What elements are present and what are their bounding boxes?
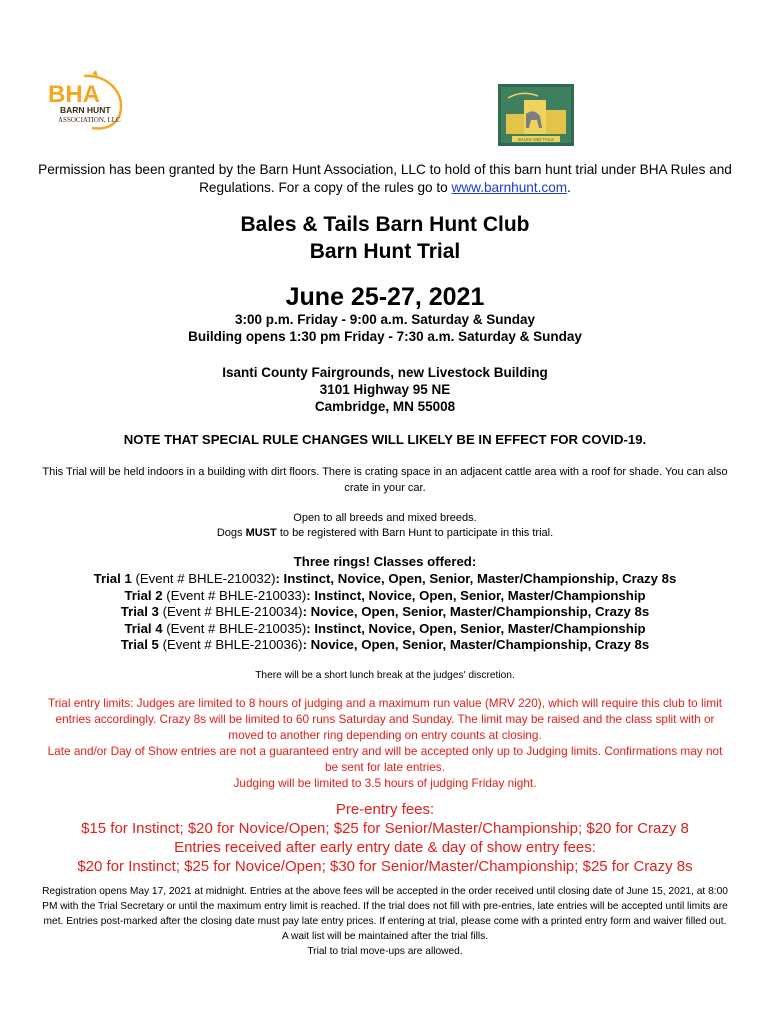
venue-city: Cambridge, MN 55008 (314, 399, 456, 414)
late-entry-heading: Entries received after early entry date & day of show entry fees: (174, 839, 596, 856)
facility-text: This Trial will be held indoors in a building with dirt floors. There is crating space in an adjacent cattle area with a roof for shade. You can also crate in your car. (42, 466, 728, 494)
trial-event: (Event # BHLE-210033) (166, 587, 307, 603)
bha-logo-sub1: BARN HUNT (60, 105, 111, 115)
trial-classes: : Novice, Open, Senior, Master/Championship, Crazy 8s (302, 637, 650, 652)
trial-event: (Event # BHLE-210036) (162, 637, 303, 652)
late-entry-fees: $20 for Instinct; $25 for Novice/Open; $30 for Senior/Master/Championship; $25 for Crazy 8s (77, 858, 693, 875)
pre-entry-fees: $15 for Instinct; $20 for Novice/Open; $25 for Senior/Master/Championship; $20 for Crazy 8 (81, 820, 689, 837)
eligibility-line1: Open to all breeds and mixed breeds. (293, 512, 477, 524)
trial-row (30, 588, 740, 605)
barnhunt-link[interactable]: www.barnhunt.com (451, 180, 568, 195)
club-logo-caption: BALES AND TAILS (518, 137, 554, 142)
bha-logo-letters: BHA (48, 81, 100, 108)
eligibility-must: MUST (245, 527, 277, 539)
permission-text (30, 161, 740, 197)
venue-street: 3101 Highway 95 NE (319, 382, 451, 397)
permission-body: Permission has been granted by the Barn Hunt Association, LLC to hold of this barn hunt trial under BHA Rules and Regulations. For a copy of the rules go to (38, 162, 732, 195)
eligibility-pre: Dogs (216, 527, 246, 539)
permission-end: . (567, 180, 571, 195)
trial-row (30, 621, 740, 638)
entry-limits (45, 695, 725, 791)
trial-name: Trial 1 (93, 571, 132, 586)
trial-row (30, 604, 740, 621)
pre-entry-heading: Pre-entry fees: (335, 801, 435, 818)
trial-row (30, 571, 740, 588)
event-title: Barn Hunt Trial (309, 240, 461, 263)
covid-note: NOTE THAT SPECIAL RULE CHANGES WILL LIKELY BE IN EFFECT FOR COVID-19. (123, 432, 647, 447)
club-title: Bales & Tails Barn Hunt Club (240, 213, 530, 236)
limits-line2: Late and/or Day of Show entries are not a guaranteed entry and will be accepted only up to Judging limits. Confirmations may not be sent for late entries. (47, 744, 723, 774)
trial-classes: : Instinct, Novice, Open, Senior, Master/Championship (306, 620, 646, 636)
club-logo-graphic (498, 84, 574, 146)
trial-event: (Event # BHLE-210034) (162, 604, 303, 619)
trial-name: Trial 2 (124, 587, 163, 603)
trial-event: (Event # BHLE-210035) (166, 620, 307, 636)
limits-line1: Trial entry limits: Judges are limited to 8 hours of judging and a maximum run value (MRV 220), which will require this club to limit entries accordingly. Crazy 8s will be limited to 60 runs Saturday and Sunday. The limit may be raised and the class split with or moved to another ring depending on entry counts at closing. (47, 696, 722, 742)
trial-classes: : Novice, Open, Senior, Master/Championship, Crazy 8s (302, 604, 650, 619)
eligibility-post: to be registered with Barn Hunt to participate in this trial. (276, 527, 554, 539)
bha-logo (44, 70, 128, 132)
times-line2: Building opens 1:30 pm Friday - 7:30 a.m. Saturday & Sunday (188, 329, 582, 344)
venue-name: Isanti County Fairgrounds, new Livestock Building (222, 365, 548, 380)
eligibility-line2 (30, 525, 740, 541)
club-logo (498, 84, 574, 146)
registration-body: Registration opens May 17, 2021 at midnight. Entries at the above fees will be accepted in the order received until closing date of June 15, 2021, at 8:00 PM with the Trial Secretary or until the maximum entry limit is reached. If the trial does not fill with pre-entries, late entries will be accepted until limits are met. Entries post-marked after the closing date must pay late entry prices. If entering at trial, please come with a printed entry form and waiver filled out. A wait list will be maintained after the trial fills. (42, 886, 728, 942)
trial-list (30, 571, 740, 654)
lunch-note: There will be a short lunch break at the judges' discretion. (255, 670, 515, 681)
registration-text (42, 884, 728, 959)
rings-heading: Three rings! Classes offered: (293, 554, 477, 569)
trial-classes: : Instinct, Novice, Open, Senior, Master/Championship (306, 587, 646, 603)
bha-logo-graphic (44, 70, 128, 132)
trial-name: Trial 4 (124, 620, 163, 636)
trial-name: Trial 3 (120, 604, 159, 619)
trial-event: (Event # BHLE-210032) (135, 571, 276, 586)
event-dates: June 25-27, 2021 (285, 283, 485, 311)
bha-logo-sub2: ASSOCIATION, LLC (58, 116, 121, 124)
fees-section (30, 800, 740, 876)
limits-line3: Judging will be limited to 3.5 hours of judging Friday night. (233, 776, 537, 790)
trial-row (30, 637, 740, 654)
trial-name: Trial 5 (120, 637, 159, 652)
trial-classes: : Instinct, Novice, Open, Senior, Master/Championship, Crazy 8s (275, 571, 677, 586)
moveups-note: Trial to trial move-ups are allowed. (307, 946, 463, 957)
times-line1: 3:00 p.m. Friday - 9:00 a.m. Saturday & Sunday (234, 312, 536, 327)
